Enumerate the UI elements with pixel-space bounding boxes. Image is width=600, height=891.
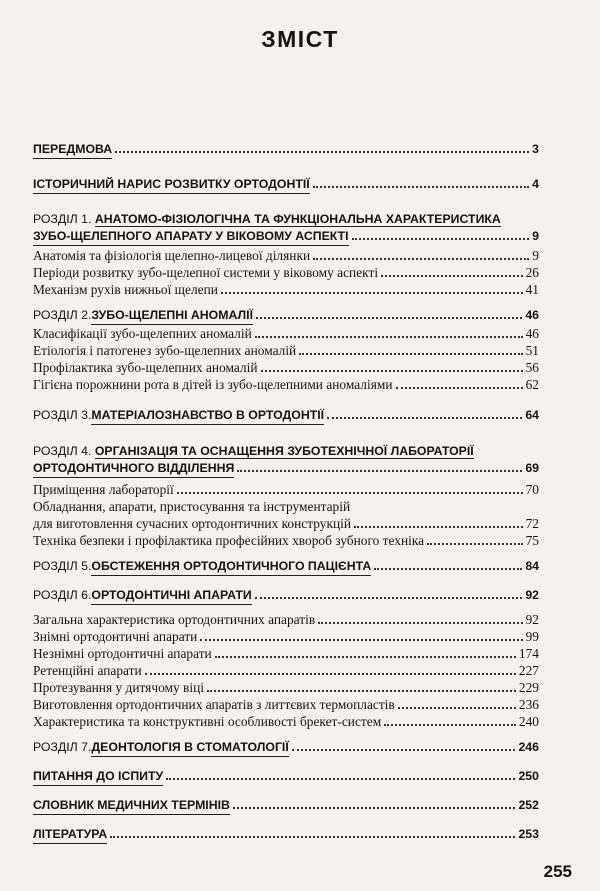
toc-entry-title: ОРТОДОНТИЧНІ АПАРАТИ [91, 587, 251, 605]
toc-entry-title: ПЕРЕДМОВА [33, 141, 112, 159]
toc-page-number: 227 [518, 663, 539, 678]
toc-entry-chapter-3[interactable] [33, 407, 539, 424]
toc-page-number: 240 [518, 714, 539, 729]
dot-leader [299, 343, 522, 355]
toc-page-number: 46 [525, 308, 539, 322]
chapter-label: РОЗДІЛ 2. [33, 308, 92, 322]
toc-subentry[interactable] [33, 696, 539, 713]
toc-page-number: 70 [525, 482, 539, 497]
chapter-label: РОЗДІЛ 3. [33, 408, 92, 422]
toc-page-number: 4 [532, 177, 539, 191]
toc-entry-title: СЛОВНИК МЕДИЧНИХ ТЕРМІНІВ [33, 797, 230, 815]
dot-leader [207, 680, 516, 692]
toc-entry-title-cont: ОРТОДОНТИЧНОГО ВІДДІЛЕННЯ [33, 460, 234, 478]
toc-page-number: 9 [532, 229, 539, 243]
toc-entry-title: Приміщення лабораторії [33, 482, 174, 497]
chapter-label: РОЗДІЛ 6. [33, 588, 92, 602]
toc-entry-references[interactable] [33, 826, 539, 843]
dot-leader [177, 482, 523, 494]
toc-entry-chapter-4[interactable] [33, 443, 539, 477]
toc-entry-title: ЗУБО-ЩЕЛЕПНІ АНОМАЛІЇ [91, 307, 253, 325]
dot-leader [313, 248, 529, 260]
toc-subentry[interactable] [33, 325, 539, 342]
toc-entry-title: Механізм рухів нижньої щелепи [33, 282, 218, 297]
toc-entry-title: Незнімні ортодонтичні апарати [33, 646, 212, 661]
dot-leader [318, 612, 522, 624]
toc-subentry[interactable] [33, 645, 539, 662]
page-title: ЗМІСТ [261, 26, 339, 52]
dot-leader [233, 797, 516, 809]
toc-subentry[interactable] [33, 628, 539, 645]
toc-entry-title: ОБСТЕЖЕННЯ ОРТОДОНТИЧНОГО ПАЦІЄНТА [91, 558, 371, 576]
dot-leader [256, 307, 522, 319]
dot-leader [200, 629, 522, 641]
toc-subentry[interactable] [33, 532, 539, 549]
dot-leader [145, 663, 516, 675]
toc-subentry[interactable] [33, 281, 539, 298]
dot-leader [292, 739, 516, 751]
toc-entry-title: Анатомія та фізіологія щелепно-лицевої ділянки [33, 248, 311, 263]
toc-page-number: 84 [525, 559, 539, 573]
toc-page-number: 252 [518, 798, 539, 812]
toc-subentry[interactable] [33, 713, 539, 730]
toc-entry-chapter-7[interactable] [33, 739, 539, 756]
toc-entry-title: Профілактика зубо-щелепних аномалій [33, 360, 258, 375]
toc-entry-preface[interactable] [33, 141, 539, 158]
toc-entry-chapter-5[interactable] [33, 558, 539, 575]
toc-page-number: 56 [525, 360, 539, 375]
dot-leader [215, 646, 516, 658]
toc-entry-title: Обладнання, апарати, пристосування та інструментарій [33, 499, 351, 514]
toc-entry-title: Гігієна порожнини рота в дітей із зубо-щелепними аномаліями [33, 377, 393, 392]
toc-page-number: 92 [525, 612, 539, 627]
toc-entry-title: Ретенційні апарати [33, 663, 142, 678]
dot-leader [255, 587, 523, 599]
toc-entry-title: Знімні ортодонтичні апарати [33, 629, 198, 644]
chapter-label: РОЗДІЛ 4. [33, 444, 95, 458]
chapter-label: РОЗДІЛ 7. [33, 740, 92, 754]
dot-leader [384, 714, 516, 726]
toc-page-number: 9 [532, 248, 539, 263]
toc-subentry[interactable] [33, 376, 539, 393]
toc-subentry[interactable] [33, 611, 539, 628]
toc-entry-title-cont: ЗУБО-ЩЕЛЕПНОГО АПАРАТУ У ВІКОВОМУ АСПЕКТІ [33, 228, 349, 246]
dot-leader [354, 516, 523, 528]
toc-entry-title-cont: для виготовлення сучасних ортодонтичних конструкцій [33, 516, 352, 531]
toc-subentry[interactable] [33, 498, 539, 532]
toc-entry-title: Протезування у дитячому віці [33, 680, 204, 695]
toc-entry-title: ЛІТЕРАТУРА [33, 826, 107, 844]
dot-leader [427, 533, 523, 545]
toc-entry-title: АНАТОМО-ФІЗІОЛОГІЧНА ТА ФУНКЦІОНАЛЬНА ХАРАКТЕРИСТИКА [94, 212, 501, 226]
dot-leader [327, 407, 522, 419]
toc-entry-title: Техніка безпеки і профілактика професійних хвороб зубного техніка [33, 533, 425, 548]
toc-entry-title: Етіологія і патогенез зубо-щелепних аномалій [33, 343, 297, 358]
toc-page-number: 64 [525, 408, 539, 422]
toc-page-number: 62 [525, 377, 539, 392]
toc-page-number: 75 [525, 533, 539, 548]
toc-page-number: 174 [518, 646, 539, 661]
toc-page-number: 236 [518, 697, 539, 712]
toc-entry-title: Класифікації зубо-щелепних аномалій [33, 326, 252, 341]
dot-leader [398, 697, 516, 709]
toc-page-number: 69 [525, 461, 539, 475]
toc-page-number: 246 [518, 740, 539, 754]
toc-entry-title-line-2 [33, 228, 539, 245]
dot-leader [313, 176, 529, 188]
dot-leader [396, 377, 523, 389]
toc-page-number: 250 [518, 769, 539, 783]
toc-subentry[interactable] [33, 662, 539, 679]
toc-page-number: 253 [518, 827, 539, 841]
toc-entry-glossary[interactable] [33, 797, 539, 814]
toc-entry-title: Періоди розвитку зубо-щелепної системи у віковому аспекті [33, 265, 379, 280]
toc-page-number: 92 [525, 588, 539, 602]
toc-entry-title: ДЕОНТОЛОГІЯ В СТОМАТОЛОГІЇ [91, 739, 288, 757]
toc-page-number: 3 [532, 142, 539, 156]
chapter-label: РОЗДІЛ 5. [33, 559, 92, 573]
page-number: 255 [543, 862, 572, 881]
toc-subentry[interactable] [33, 247, 539, 264]
toc-entry-title: ПИТАННЯ ДО ІСПИТУ [33, 768, 163, 786]
dot-leader [166, 768, 515, 780]
toc-entry-title-line-2 [33, 515, 539, 532]
toc-page-number: 46 [525, 326, 539, 341]
toc-entry-title: ІСТОРИЧНИЙ НАРИС РОЗВИТКУ ОРТОДОНТІЇ [33, 176, 310, 194]
dot-leader [381, 265, 523, 277]
dot-leader [110, 826, 515, 838]
toc-entry-title: МАТЕРІАЛОЗНАВСТВО В ОРТОДОНТІЇ [91, 407, 324, 425]
toc-subentry[interactable] [33, 359, 539, 376]
toc-subentry[interactable] [33, 679, 539, 696]
toc-entry-history[interactable] [33, 176, 539, 193]
toc-entry-exam-questions[interactable] [33, 768, 539, 785]
toc-entry-title-line-2 [33, 460, 539, 477]
toc-entry-title: Загальна характеристика ортодонтичних апаратів [33, 612, 316, 627]
toc-page-number: 41 [525, 282, 539, 297]
dot-leader [221, 282, 523, 294]
dot-leader [261, 360, 523, 372]
toc-entry-title: Виготовлення ортодонтичних апаратів з литтєвих термопластів [33, 697, 395, 712]
chapter-label: РОЗДІЛ 1. [33, 212, 95, 226]
toc-entry-title: ОРГАНІЗАЦІЯ ТА ОСНАЩЕННЯ ЗУБОТЕХНІЧНОЇ ЛАБОРАТОРІЇ [94, 444, 474, 458]
toc-entry-chapter-2[interactable] [33, 307, 539, 324]
dot-leader [352, 228, 530, 240]
toc-page-number: 26 [525, 265, 539, 280]
toc-page-number: 51 [525, 343, 539, 358]
toc-entry-chapter-6[interactable] [33, 587, 539, 604]
toc-entry-title: Характеристика та конструктивні особливості брекет-систем [33, 714, 382, 729]
toc-page-number: 229 [518, 680, 539, 695]
toc-page-number: 72 [525, 516, 539, 531]
dot-leader [237, 460, 522, 472]
toc-subentry[interactable] [33, 342, 539, 359]
toc-entry-chapter-1[interactable] [33, 211, 539, 245]
dot-leader [255, 326, 523, 338]
toc-subentry[interactable] [33, 264, 539, 281]
dot-leader [115, 141, 529, 153]
dot-leader [374, 558, 522, 570]
toc-page-number: 99 [525, 629, 539, 644]
toc-subentry[interactable] [33, 481, 539, 498]
